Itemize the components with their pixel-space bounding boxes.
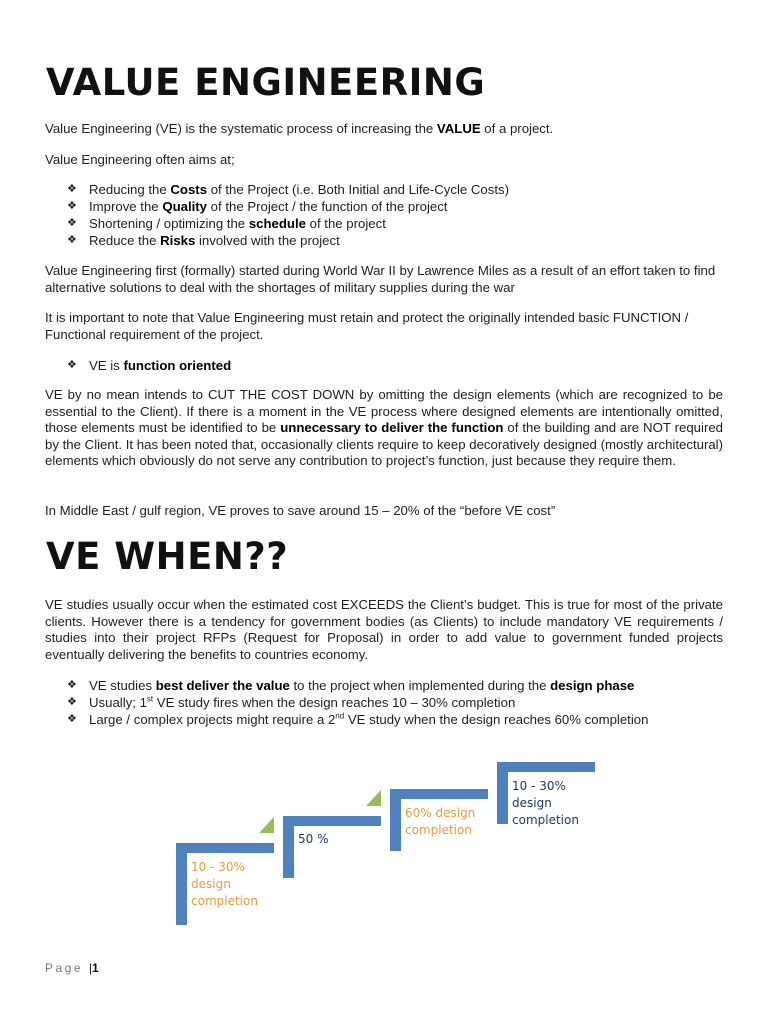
list-item: ❖ VE is function oriented	[67, 358, 232, 373]
step-1-riser	[176, 843, 187, 925]
cost-paragraph: VE by no mean intends to CUT THE COST DOWN by omitting the design elements (which are recognized to be essential to the Client). If there is a moment in the VE process where designed elements are intentionally omitted, those elements must be identified to be unnecessary to deliver the function of the building and are NOT required by the Client. It has been noted that, occasionally clients require to keep decoratively designed (mostly architectural) elements which obviously do not serve any contribution to project’s function, just because they require them.	[45, 387, 723, 468]
savings-paragraph: In Middle East / gulf region, VE proves to save around 15 – 20% of the “before VE cost”	[45, 503, 556, 518]
list-item: ❖ Usually; 1st VE study fires when the design reaches 10 – 30% completion	[67, 694, 516, 710]
diamond-bullet-icon: ❖	[67, 713, 77, 725]
arrows	[259, 790, 381, 833]
list-item: ❖ Reduce the Risks involved with the project	[67, 233, 340, 248]
page-number: 1	[92, 961, 99, 975]
aims-intro: Value Engineering often aims at;	[45, 152, 235, 167]
up-arrow-icon	[259, 817, 274, 833]
text-run: Value Engineering (VE) is the systematic process of increasing the	[45, 121, 437, 136]
step-1-label: 10 - 30% design completion	[191, 860, 258, 908]
when-paragraph: VE studies usually occur when the estimated cost EXCEEDS the Client’s budget. This is true for most of the private clients. However there is a tendency for government bodies (as Clients) to include mandatory VE requirements / studies into their project RFPs (Request for Proposal) in order to add value to government funded projects eventually delivering the benefits to countries economy.	[45, 597, 723, 662]
page-footer: Page |1	[45, 961, 99, 975]
bold-run: VALUE	[436, 121, 481, 136]
list-item: ❖ Reducing the Costs of the Project (i.e. Both Initial and Life-Cycle Costs)	[67, 182, 510, 197]
diamond-bullet-icon: ❖	[67, 679, 77, 691]
function-paragraph: It is important to note that Value Engineering must retain and protect the originally intended basic FUNCTION / Functional requirement of the project.	[45, 310, 689, 342]
step-3-label: 60% design completion	[405, 806, 476, 837]
step-3-riser	[390, 789, 401, 851]
page-title: VALUE ENGINEERING	[46, 61, 486, 104]
up-arrow-icon	[366, 790, 381, 806]
step-2-riser	[283, 816, 294, 878]
list-item: ❖ Improve the Quality of the Project / the function of the project	[67, 199, 448, 214]
diamond-bullet-icon: ❖	[67, 200, 77, 212]
list-item: ❖ Shortening / optimizing the schedule of the project	[67, 216, 386, 231]
step-3-tread	[390, 789, 488, 799]
page-label: Page	[45, 961, 84, 975]
list-item: ❖ VE studies best deliver the value to the project when implemented during the design phase	[67, 678, 635, 693]
diamond-bullet-icon: ❖	[67, 183, 77, 195]
text-run: of a project.	[480, 121, 554, 136]
step-2-label: 50 %	[298, 832, 329, 846]
step-4-label: 10 - 30% design completion	[512, 779, 579, 827]
diamond-bullet-icon: ❖	[67, 217, 77, 229]
step-4-tread	[497, 762, 595, 772]
step-4-riser	[497, 762, 508, 824]
list-item: ❖ Large / complex projects might require a 2nd VE study when the design reaches 60% completion	[67, 711, 649, 727]
diamond-bullet-icon: ❖	[67, 359, 77, 371]
diamond-bullet-icon: ❖	[67, 696, 77, 708]
step-2-tread	[283, 816, 381, 826]
section-heading: VE WHEN??	[46, 535, 289, 578]
step-1-tread	[176, 843, 274, 853]
diamond-bullet-icon: ❖	[67, 234, 77, 246]
history-paragraph: Value Engineering first (formally) started during World War II by Lawrence Miles as a result of an effort taken to find alternative solutions to deal with the shortages of military supplies during the war	[45, 263, 716, 295]
